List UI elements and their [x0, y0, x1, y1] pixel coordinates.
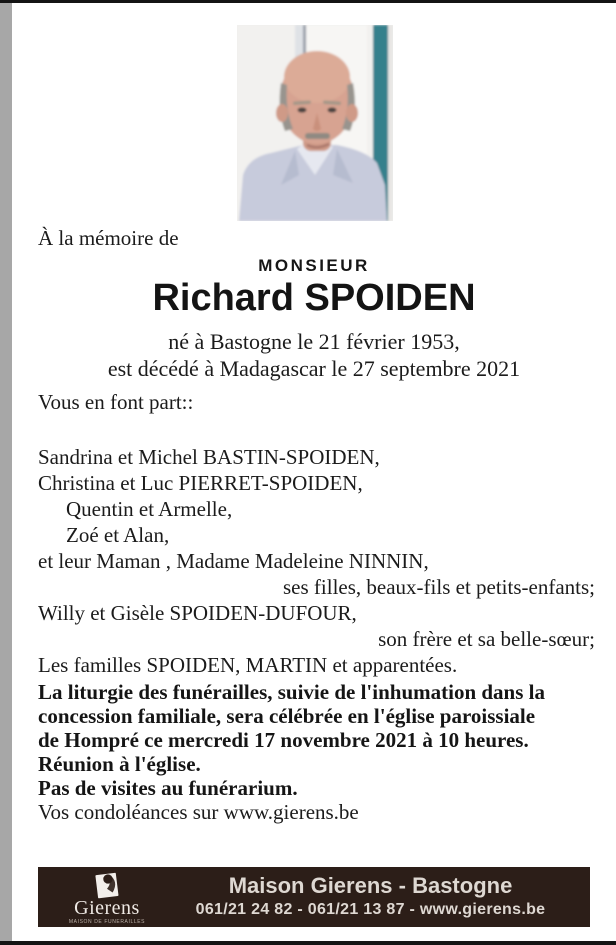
funeral-home-name: Maison Gierens - Bastogne: [228, 873, 513, 898]
family-line: Zoé et Alan,: [66, 523, 170, 547]
family-line: Sandrina et Michel BASTIN-SPOIDEN,: [38, 445, 380, 469]
funeral-notice-line: La liturgie des funérailles, suivie de l'inhumation dans la: [38, 680, 545, 704]
family-list: [38, 444, 595, 678]
funeral-notice-line: Pas de visites au funérarium.: [38, 776, 298, 800]
memorial-intro: À la mémoire de: [38, 226, 179, 250]
family-relation-line: ses filles, beaux-fils et petits-enfants;: [283, 575, 595, 599]
announcement-intro: Vous en font part::: [38, 390, 194, 414]
footer-text-block: [178, 872, 563, 921]
title-prefix: MONSIEUR: [258, 256, 370, 275]
top-border: [0, 0, 616, 3]
death-line: est décédé à Madagascar le 27 septembre 2021: [107, 356, 521, 381]
gierens-logo: [52, 869, 162, 925]
funeral-notice-line: Réunion à l'église.: [38, 752, 201, 776]
family-line: Christina et Luc PIERRET-SPOIDEN,: [38, 471, 363, 495]
portrait-illustration: [237, 25, 393, 221]
gierens-logo-tagline: MAISON DE FUNERAILLES: [68, 919, 146, 925]
family-relation-line: son frère et sa belle-sœur;: [378, 627, 595, 651]
portrait-photo: [237, 25, 393, 221]
family-line: Willy et Gisèle SPOIDEN-DUFOUR,: [38, 601, 357, 625]
funeral-notice-line: concession familiale, sera célébrée en l'église paroissiale: [38, 704, 536, 728]
gierens-logo-text: Gierens: [74, 897, 140, 919]
gierens-logo-icon: [92, 872, 122, 900]
left-edge-strip: [0, 0, 12, 945]
family-line: et leur Maman , Madame Madeleine NINNIN,: [38, 549, 429, 573]
deceased-name: Richard SPOIDEN: [152, 277, 476, 319]
funeral-home-banner: [38, 867, 590, 927]
bottom-border: [0, 941, 616, 945]
funeral-home-contact: 061/21 24 82 - 061/21 13 87 - www.gierens.be: [195, 901, 546, 918]
condolences-line: Vos condoléances sur www.gierens.be: [38, 800, 359, 824]
funeral-notice: [38, 680, 598, 800]
family-line: Les familles SPOIDEN, MARTIN et apparentées.: [38, 653, 458, 677]
card-content: [12, 0, 616, 945]
funeral-notice-line: de Hompré ce mercredi 17 novembre 2021 à 10 heures.: [38, 728, 529, 752]
birth-line: né à Bastogne le 21 février 1953,: [168, 329, 460, 354]
family-line: Quentin et Armelle,: [66, 497, 233, 521]
